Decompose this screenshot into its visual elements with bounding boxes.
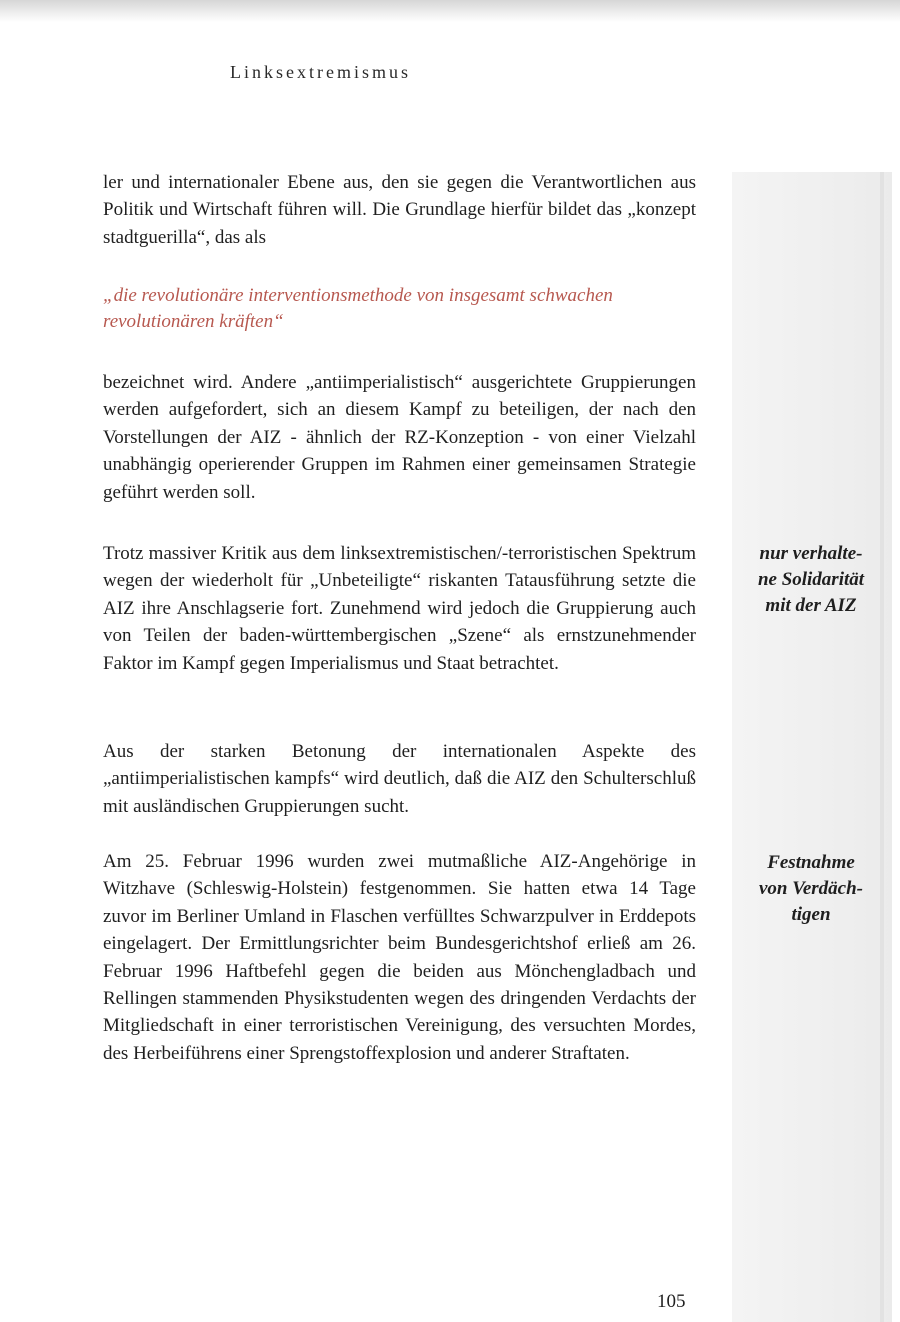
paragraph-3: Trotz massiver Kritik aus dem linksextremistischen/-terroristischen Spektrum wegen der wiederholt für „Unbeteiligte“ riskanten Tatausführung setzte die AIZ ihre Anschlagserie fort. Zunehmend wird jedoch die Gruppierung auch von Teilen der baden-württembergischen „Szene“ als ernstzunehmender Faktor im Kampf gegen Imperialismus und Staat betrachtet. [103, 543, 696, 674]
margin-note-arrest: Festnahme von Verdäch- tigen [759, 852, 863, 925]
paragraph-5: Am 25. Februar 1996 wurden zwei mutmaßliche AIZ-Angehörige in Witzhave (Schleswig-Holstein) festgenommen. Sie hatten etwa 14 Tage zuvor im Berliner Umland in Flaschen verfülltes Schwarzpulver in Erddepots eingelagert. Der Ermittlungsrichter beim Bundesgerichtshof erließ am 26. Februar 1996 Haftbefehl gegen die beiden aus Mönchengladbach und Rellingen stammenden Physikstudenten wegen des dringenden Verdachts der Mitgliedschaft in einer terroristischen Vereinigung, des versuchten Mordes, des Herbeiführens einer Sprengstoffexplosion und anderer Straftaten. [103, 851, 696, 1064]
margin-band-edge [880, 172, 884, 1322]
running-head: Linksextremismus [230, 62, 411, 82]
page-number: 105 [657, 1291, 686, 1312]
margin-band [732, 172, 892, 1322]
paragraph-4: Aus der starken Betonung der internationalen Aspekte des „antiimperialistischen kampfs“ wird deutlich, daß die AIZ den Schulterschluß mit ausländischen Gruppierungen sucht. [103, 741, 696, 817]
block-quote: „die revolutionäre interventionsmethode von insgesamt schwachen revolutionären kräften“ [103, 285, 613, 332]
margin-note-solidarity: nur verhalte- ne Solidarität mit der AIZ [757, 543, 865, 616]
paragraph-1: ler und internationaler Ebene aus, den sie gegen die Verantwortlichen aus Politik und Wirtschaft führen will. Die Grundlage hierfür bildet das „konzept stadtguerilla“, das als [103, 172, 696, 248]
scan-top-edge [0, 0, 900, 22]
paragraph-2: bezeichnet wird. Andere „antiimperialistisch“ ausgerichtete Gruppierungen werden aufgefordert, sich an diesem Kampf zu beteiligen, der nach den Vorstellungen der AIZ - ähnlich der RZ-Konzeption - von einer Vielzahl unabhängig operierender Gruppen im Rahmen einer gemeinsamen Strategie geführt werden soll. [103, 372, 696, 503]
